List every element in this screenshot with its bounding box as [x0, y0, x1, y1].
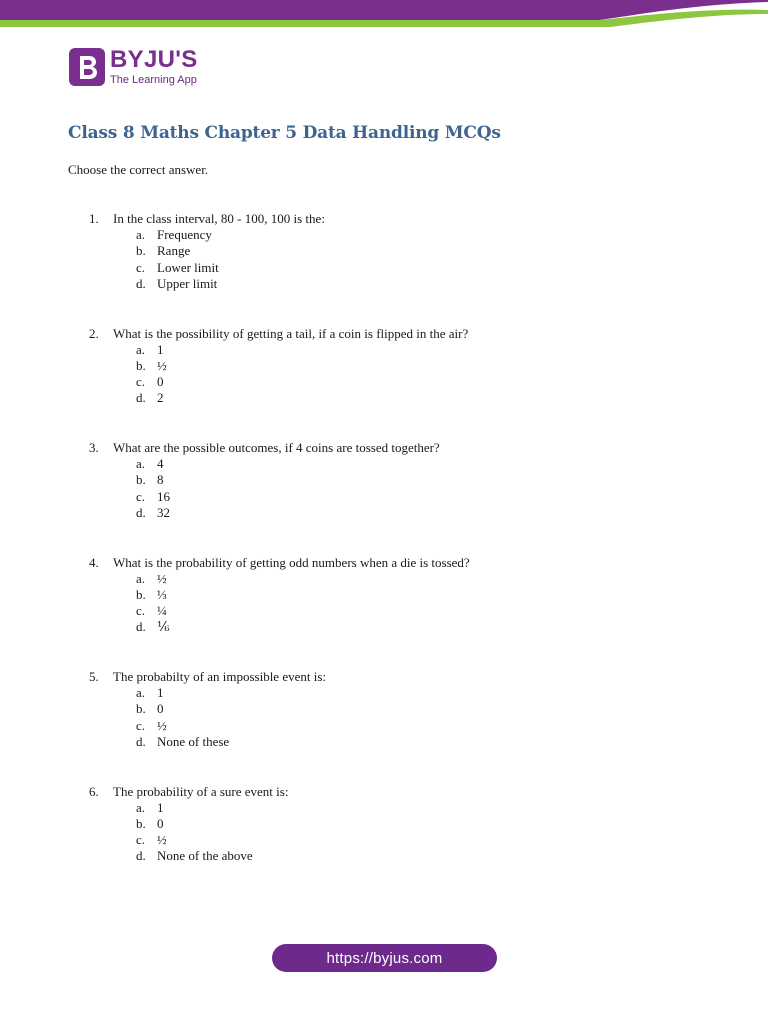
option-text: ¼: [157, 603, 167, 619]
option-letter: c.: [136, 374, 146, 390]
question-number: 1.: [89, 211, 99, 226]
option-item: [0, 848, 500, 864]
option-text: 1: [157, 341, 164, 357]
option-text: ½: [157, 717, 167, 733]
question-number: 3.: [89, 440, 99, 455]
question-text: What is the possibility of getting a tail, if a coin is flipped in the air?: [113, 325, 469, 341]
question-text: The probability of a sure event is:: [113, 783, 289, 799]
option-text: ½: [157, 357, 167, 373]
option-list: [0, 571, 500, 636]
option-text: None of these: [157, 733, 230, 749]
question-number: 5.: [89, 669, 99, 684]
option-item: [0, 619, 500, 635]
option-letter: b.: [136, 815, 146, 831]
question-item: [0, 210, 768, 325]
option-item: [0, 816, 500, 832]
option-item: [0, 587, 500, 603]
option-letter: d.: [136, 619, 146, 635]
option-text: 16: [157, 488, 170, 504]
option-text: 1: [157, 685, 164, 700]
option-text: 8: [157, 472, 164, 488]
option-text: 1: [157, 799, 164, 815]
option-text: Lower limit: [157, 259, 219, 275]
option-item: [0, 358, 500, 374]
option-item: [0, 603, 500, 619]
question-item: [0, 554, 768, 669]
option-letter: c.: [136, 603, 146, 619]
option-item: [0, 342, 500, 358]
option-text: ⅙: [157, 619, 170, 635]
option-item: [0, 718, 500, 734]
option-text: ½: [157, 570, 167, 586]
option-letter: b.: [136, 243, 146, 259]
option-letter: c.: [136, 488, 146, 504]
option-item: [0, 505, 500, 521]
option-text: 2: [157, 390, 164, 406]
option-item: [0, 243, 500, 259]
option-list: [0, 342, 500, 407]
option-item: [0, 571, 500, 587]
option-item: [0, 832, 500, 848]
option-text: 0: [157, 815, 164, 831]
option-letter: a.: [136, 570, 146, 586]
option-letter: a.: [136, 685, 146, 700]
header-decorative-band: [0, 0, 768, 30]
option-letter: d.: [136, 390, 146, 406]
option-letter: a.: [136, 456, 146, 471]
option-text: ⅓: [157, 586, 167, 602]
question-text: What is the probability of getting odd numbers when a die is tossed?: [113, 554, 470, 570]
question-item: [0, 668, 768, 783]
option-item: [0, 227, 500, 243]
option-letter: b.: [136, 472, 146, 488]
question-number: 4.: [89, 554, 99, 570]
option-text: ½: [157, 832, 167, 848]
option-letter: a.: [136, 341, 146, 357]
option-text: 0: [157, 374, 164, 390]
option-text: 4: [157, 456, 164, 471]
option-letter: a.: [136, 799, 146, 815]
option-list: [0, 685, 500, 750]
option-letter: b.: [136, 701, 146, 717]
option-letter: d.: [136, 275, 146, 291]
option-list: [0, 227, 500, 292]
page-title: Class 8 Maths Chapter 5 Data Handling MCQs: [68, 123, 501, 143]
option-letter: c.: [136, 832, 146, 848]
option-item: [0, 260, 500, 276]
option-item: [0, 472, 500, 488]
logo-tagline: The Learning App: [110, 74, 197, 86]
instruction-text: Choose the correct answer.: [68, 162, 209, 177]
question-item: [0, 783, 768, 898]
question-item: [0, 325, 768, 440]
byjus-logo: [69, 48, 198, 88]
option-letter: d.: [136, 504, 146, 520]
option-text: 0: [157, 701, 164, 717]
option-item: [0, 734, 500, 750]
footer-url-link[interactable]: https://byjus.com: [326, 949, 443, 967]
option-letter: b.: [136, 357, 146, 373]
option-item: [0, 276, 500, 292]
option-letter: b.: [136, 586, 146, 602]
question-text: What are the possible outcomes, if 4 coins are tossed together?: [113, 440, 440, 455]
option-item: [0, 489, 500, 505]
option-letter: c.: [136, 717, 146, 733]
option-letter: c.: [136, 259, 146, 275]
question-text: The probabilty of an impossible event is:: [113, 669, 327, 684]
option-text: 32: [157, 504, 170, 520]
question-item: [0, 439, 768, 554]
option-item: [0, 701, 500, 717]
option-letter: d.: [136, 848, 146, 864]
option-text: Frequency: [157, 227, 212, 242]
option-letter: d.: [136, 733, 146, 749]
footer-url-pill[interactable]: [272, 944, 497, 972]
byjus-logo-mark-icon: [69, 48, 105, 86]
option-text: Range: [157, 243, 191, 259]
option-letter: a.: [136, 227, 146, 242]
option-item: [0, 390, 500, 406]
question-number: 2.: [89, 325, 99, 341]
question-list: [0, 210, 768, 897]
question-text: In the class interval, 80 - 100, 100 is the:: [113, 211, 325, 226]
option-list: [0, 456, 500, 521]
option-item: [0, 456, 500, 472]
option-item: [0, 374, 500, 390]
question-number: 6.: [89, 783, 99, 799]
option-item: [0, 800, 500, 816]
option-list: [0, 800, 500, 865]
option-item: [0, 685, 500, 701]
logo-wordmark: BYJU'S: [110, 46, 198, 73]
option-text: None of the above: [157, 848, 253, 864]
option-text: Upper limit: [157, 275, 218, 291]
